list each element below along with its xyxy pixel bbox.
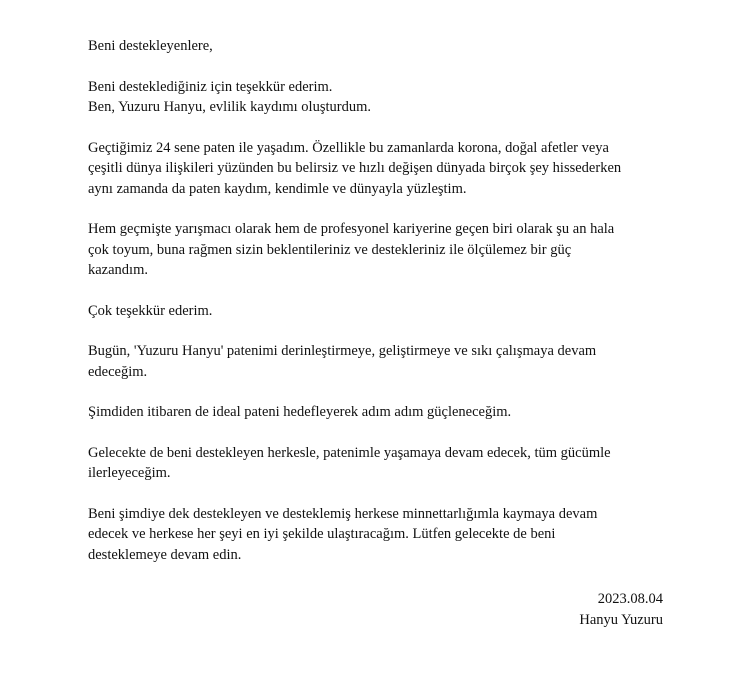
paragraph-closing-request	[88, 504, 688, 566]
paragraph-line: edecek ve herkese her şeyi en iyi şekilde ulaştıracağım. Lütfen gelecekte de beni	[88, 526, 556, 542]
letter-signature: Hanyu Yuzuru	[579, 611, 663, 628]
paragraph-line: Şimdiden itibaren de ideal pateni hedefleyerek adım adım güçleneceğim.	[88, 404, 512, 420]
paragraph-line: Hem geçmişte yarışmacı olarak hem de profesyonel kariyerine geçen biri olarak şu an hala	[88, 221, 615, 237]
letter-date: 2023.08.04	[597, 591, 663, 607]
paragraph-line: edeceğim.	[88, 363, 148, 380]
paragraph-past-years	[88, 138, 688, 200]
paragraph-line: Gelecekte de beni destekleyen herkesle, patenimle yaşamaya devam edecek, tüm gücümle	[88, 444, 611, 461]
paragraph-line: aynı zamanda da paten kaydım, kendimle ve dünyayla yüzleştim.	[88, 180, 467, 197]
paragraph-career	[88, 219, 688, 281]
paragraph-line: Beni desteklediğiniz için teşekkür ederim.	[88, 78, 333, 95]
paragraph-line: Geçtiğimiz 24 sene paten ile yaşadım. Özellikle bu zamanlarda korona, doğal afetler veya	[88, 139, 609, 156]
paragraph-thanks	[88, 77, 688, 118]
paragraph-line: Bugün, 'Yuzuru Hanyu' patenimi derinleştirmeye, geliştirmeye ve sıkı çalışmaya devam	[88, 343, 597, 359]
paragraph-line: Çok teşekkür ederim.	[88, 302, 213, 319]
paragraph-line: çeşitli dünya ilişkileri yüzünden bu belirsiz ve hızlı değişen dünyada birçok şey hissederken	[88, 160, 622, 176]
letter-body	[88, 36, 688, 585]
paragraph-thank-you	[88, 301, 688, 322]
signature-block	[579, 589, 663, 630]
paragraph-continue-skating	[88, 341, 688, 382]
paragraph-line: ilerleyeceğim.	[88, 465, 171, 481]
paragraph-line: çok toyum, buna rağmen sizin beklentileriniz ve destekleriniz ile ölçülemez bir güç	[88, 241, 572, 258]
paragraph-line: Ben, Yuzuru Hanyu, evlilik kaydımı oluşturdum.	[88, 99, 371, 115]
paragraph-ideal-skating	[88, 402, 688, 423]
letter-greeting: Beni destekleyenlere,	[88, 38, 213, 54]
paragraph-line: Beni şimdiye dek destekleyen ve desteklemiş herkese minnettarlığımla kaymaya devam	[88, 505, 598, 522]
paragraph-future	[88, 443, 688, 484]
paragraph-line: kazandım.	[88, 262, 148, 278]
paragraph-line: desteklemeye devam edin.	[88, 546, 242, 563]
